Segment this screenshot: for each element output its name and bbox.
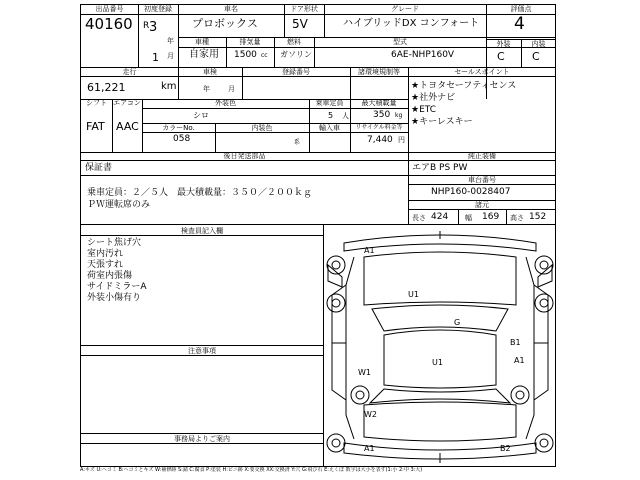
- intcolor-marker: 系: [294, 139, 301, 146]
- color-value: シロ: [193, 111, 209, 120]
- cat-value: 自家用: [189, 49, 219, 60]
- inspector-item-2: 室内汚れ: [87, 249, 124, 259]
- reg-label: 初度登録: [144, 5, 172, 13]
- mark-w1-left: W1: [358, 368, 371, 377]
- note-line-2: ＰＷ運転席のみ: [87, 200, 151, 210]
- intcolor-label: 内装色: [251, 124, 273, 132]
- office-label: 事務局よりご案内: [174, 435, 230, 443]
- rear-outline: [364, 402, 516, 441]
- right-mirror-outline: [538, 265, 552, 287]
- colorno-label: カラーNo.: [162, 124, 195, 132]
- mark-b2-rear: B2: [500, 444, 511, 453]
- lot-label: 出品番号: [95, 5, 124, 13]
- cap-label: 乗車定員: [315, 99, 344, 107]
- windshield-outline: [372, 305, 508, 331]
- ac-label: エアコン: [113, 99, 141, 107]
- inspect-year: 年: [203, 85, 210, 93]
- mark-a1-right-rear: A1: [514, 356, 525, 365]
- mark-w2-left-rear: W2: [364, 410, 377, 419]
- cond-value: エアB PS PW: [412, 163, 468, 173]
- recycle-value: 7,440: [367, 135, 393, 145]
- shift-label: シフト: [86, 99, 107, 107]
- inspector-item-6: 外装小傷有り: [87, 293, 142, 303]
- auction-sheet: [80, 4, 556, 467]
- wid-label: 幅: [465, 214, 472, 222]
- load-value: 350: [373, 110, 391, 120]
- mark-b1-right-door: B1: [510, 338, 521, 347]
- cap-unit: 人: [342, 112, 349, 120]
- doors-label: ドア形状: [290, 5, 318, 13]
- score-value: 4: [514, 14, 525, 34]
- sales-point-4: ★キーレスキー: [411, 117, 473, 127]
- fuel-label: 燃料: [287, 38, 301, 46]
- reg-year: 3: [149, 20, 158, 35]
- mark-u1-hood: U1: [408, 290, 419, 299]
- recycle-label: リサイクル料金等: [355, 124, 403, 131]
- int-grade: C: [532, 50, 540, 63]
- type-label: 型式: [393, 38, 407, 46]
- mileage-value: 61,221: [87, 81, 126, 94]
- grade-value: ハイブリッドDX コンフォート: [343, 18, 480, 29]
- remarks-label: 注意事項: [188, 347, 216, 355]
- type-value: 6AE-NHP160V: [391, 50, 455, 60]
- reg-month: 1: [152, 51, 159, 64]
- ext-grade: C: [497, 50, 505, 63]
- cc-label: 排気量: [239, 38, 261, 46]
- reg-month-unit: 月: [167, 52, 174, 60]
- inspector-item-3: 天張すれ: [87, 260, 124, 270]
- rear-window-outline: [370, 389, 510, 403]
- regno-label: 登録番号: [282, 68, 310, 76]
- cond-label: 純正装備: [468, 152, 496, 160]
- inspector-item-5: サイドミラーA: [87, 282, 147, 292]
- fuel-value: ガソリン: [280, 50, 312, 59]
- len-label: 長さ: [412, 214, 426, 222]
- inspect-month: 月: [228, 85, 235, 93]
- wheel-rear-left: [351, 386, 369, 404]
- equipment-value: 保証書: [85, 163, 113, 173]
- reg-year-unit: 年: [167, 37, 174, 45]
- sales-point-3: ★ETC: [411, 105, 437, 115]
- equipment-label: 後日発送部品: [223, 152, 266, 160]
- mark-a1-rear: A1: [364, 444, 375, 453]
- tax-label: 諸環境規制等: [358, 68, 400, 76]
- colorno-value: 058: [173, 134, 191, 144]
- ac-value: AAC: [116, 120, 139, 133]
- inspect-label: 車検: [203, 68, 217, 76]
- model-label: 車名: [224, 5, 238, 13]
- recycle-unit: 円: [398, 136, 405, 144]
- legend-footer: A:キズ U:ヘコミ B:ヘコミとキズ W:補修跡 S:錆 C:腐食 P:塗装 H:ビニ跡 X:要交換 XX:交換済 Y:穴 G:飛び石 E:えくぼ 数字は大小を表す(1:小 2:中 3:大): [80, 467, 423, 473]
- reg-era: R: [143, 21, 150, 31]
- load-unit: kg: [395, 112, 403, 119]
- lot-number: 40160: [85, 15, 133, 33]
- sales-label: セールスポイント: [454, 68, 510, 76]
- chassis-value: NHP160-0028407: [431, 187, 511, 197]
- int-label: 内装: [531, 40, 546, 48]
- mileage-label: 走行: [122, 68, 137, 76]
- left-mirror-outline: [328, 265, 342, 287]
- right-side-outline: [526, 257, 534, 439]
- cc-unit: cc: [261, 52, 268, 59]
- inspector-item-1: シート焦げ穴: [87, 238, 142, 248]
- wheel-rear-right: [511, 386, 529, 404]
- color-label: 外装色: [215, 99, 236, 107]
- left-side-outline: [346, 257, 354, 439]
- hgt-label: 高さ: [510, 214, 524, 222]
- cap-value: 5: [328, 111, 334, 120]
- import-label: 輸入車: [319, 124, 340, 132]
- sales-point-1: ★トヨタセーフティセンス: [411, 81, 517, 91]
- sales-point-2: ★社外ナビ: [411, 93, 456, 103]
- score-label: 評価点: [510, 5, 532, 13]
- model-name: プロボックス: [192, 17, 258, 30]
- inspector-item-4: 荷室内張傷: [87, 271, 133, 281]
- mark-a1-front: A1: [364, 246, 375, 255]
- chassis-label: 車台番号: [468, 176, 496, 184]
- load-label: 最大積載量: [361, 99, 397, 107]
- ext-label: 外装: [496, 40, 511, 48]
- inspector-label: 検査員記入欄: [181, 227, 223, 235]
- len-value: 424: [431, 212, 449, 222]
- cc-value: 1500: [234, 50, 257, 60]
- cat-label: 車種: [195, 38, 209, 46]
- hgt-value: 152: [529, 212, 547, 222]
- mark-u1-roof: U1: [432, 358, 443, 367]
- doors-value: 5V: [292, 17, 308, 31]
- wid-value: 169: [482, 212, 500, 222]
- dims-label: 諸元: [475, 201, 489, 209]
- mileage-unit: km: [161, 81, 177, 92]
- car-damage-diagram: [324, 225, 556, 467]
- mark-g-windshield: G: [454, 318, 461, 327]
- shift-value: FAT: [86, 120, 105, 133]
- hood-outline: [364, 252, 516, 305]
- grade-label: グレード: [391, 5, 419, 13]
- note-line-1: 乗車定員：２／５人 最大積載量：３５０／２００ｋｇ: [87, 188, 313, 198]
